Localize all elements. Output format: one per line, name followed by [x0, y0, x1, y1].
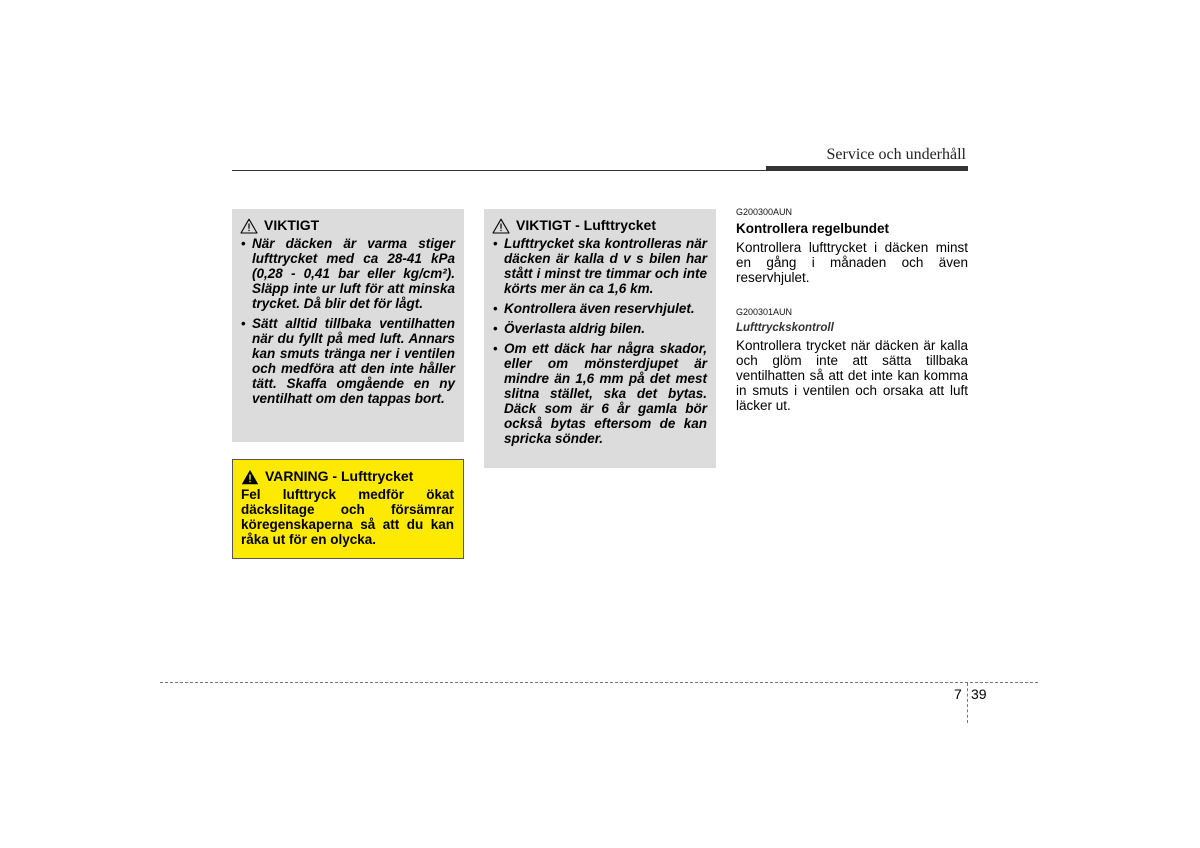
- warning-text: Fel lufttryck medför ökat däckslitage och försämrar köregenskaperna så att du kan råka ut för en olycka.: [241, 487, 454, 547]
- caution-list: [240, 236, 455, 406]
- list-item: • Om ett däck har några skador, eller om mönsterdjupet är mindre än 1,6 mm på det mest slitna stället, ska det bytas. Däck som är 6 år gamla bör också bytas eftersom de kan spricka sönder.: [492, 341, 707, 446]
- caution-box-title: [492, 217, 707, 234]
- caution-box-viktigt: [232, 209, 464, 442]
- page-header-title: Service och underhåll: [826, 146, 966, 163]
- warning-triangle-outline-icon: [492, 218, 510, 234]
- list-item: • När däcken är varma stiger lufttrycket med ca 28-41 kPa (0,28 - 0,41 bar eller kg/cm²). Släpp inte ur luft för att minska trycket. Då blir det för lågt.: [240, 236, 455, 311]
- section-paragraph: Kontrollera trycket när däcken är kalla och glöm inte att sätta tillbaka ventilhatten så att det inte kan komma in smuts i ventilen och orsaka att luft läcker ut.: [736, 338, 968, 413]
- header-rule-accent: [766, 166, 968, 171]
- chapter-number: 7: [954, 686, 962, 702]
- caution-box-title-text: VIKTIGT - Lufttrycket: [516, 217, 657, 233]
- warning-box-title: [241, 468, 454, 485]
- warning-box-title-text: VARNING - Lufttrycket: [265, 468, 414, 484]
- section-heading: Kontrollera regelbundet: [736, 221, 890, 236]
- caution-list: [492, 236, 707, 446]
- warning-triangle-filled-icon: [241, 469, 259, 485]
- text-column: [736, 207, 968, 413]
- section-code: G200300AUN: [736, 207, 793, 217]
- section-subheading: Lufttryckskontroll: [736, 322, 834, 334]
- list-item: • Överlasta aldrig bilen.: [492, 321, 707, 336]
- list-item: • Sätt alltid tillbaka ventilhatten när du fyllt på med luft. Annars kan smuts tränga ner i ventilen och medföra att den inte håller tätt. Skaffa omgående en ny ventilhatt om den tappas bort.: [240, 316, 455, 406]
- page-number: 39: [971, 686, 987, 702]
- caution-box-lufttrycket: [484, 209, 716, 468]
- warning-triangle-outline-icon: [240, 218, 258, 234]
- footer-divider: [967, 683, 968, 723]
- list-item: • Kontrollera även reservhjulet.: [492, 301, 707, 316]
- footer-rule: [160, 682, 1038, 683]
- section-paragraph: Kontrollera lufttrycket i däcken minst en gång i månaden och även reservhjulet.: [736, 240, 968, 285]
- caution-box-title: [240, 217, 455, 234]
- warning-box-lufttrycket: [232, 459, 464, 559]
- section-code: G200301AUN: [736, 307, 793, 317]
- caution-box-title-text: VIKTIGT: [264, 217, 320, 233]
- list-item: • Lufttrycket ska kontrolleras när däcken är kalla d v s bilen har stått i minst tre timmar och inte körts mer än ca 1,6 km.: [492, 236, 707, 296]
